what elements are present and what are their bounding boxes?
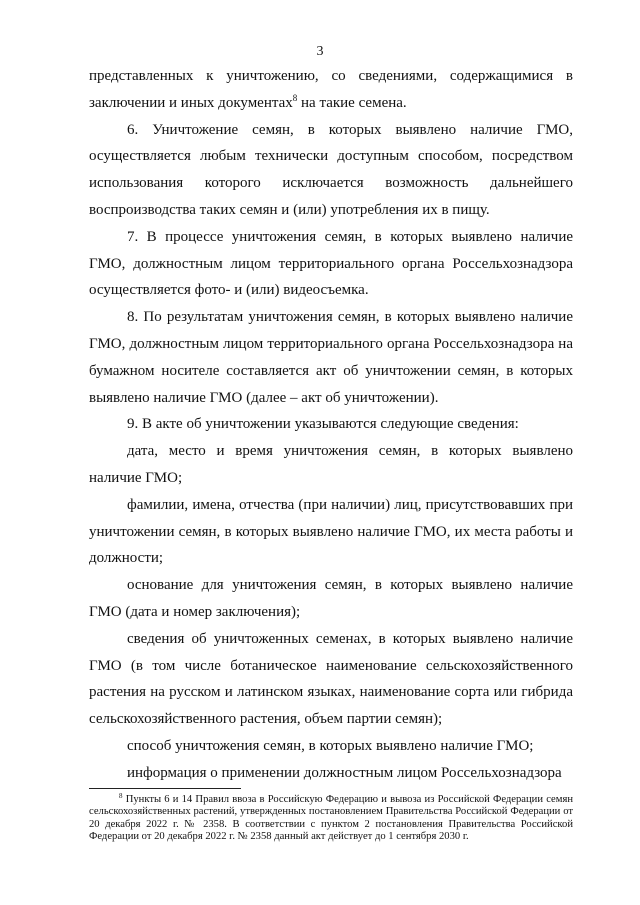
- list-item-basis: основание для уничтожения семян, в которых выявлено наличие ГМО (дата и номер заключения);: [89, 577, 573, 620]
- list-item-persons: фамилии, имена, отчества (при наличии) лиц, присутствовавших при уничтожении семян, в которых выявлено наличие ГМО, их места работы и должности;: [89, 496, 573, 567]
- footnote: [89, 794, 573, 844]
- footnote-text: Пункты 6 и 14 Правил ввоза в Российскую Федерацию и вывоза из Российской Федерации семян сельскохозяйственных растений, утвержденных постановлением Правительства Российской Федерации от 20 декабря 2022 г. № 2358. В соответствии с пунктом 2 постановления Правительства Российской Федерации от 20 декабря 2022 г. № 2358 данный акт действует до 1 сентября 2030 г.: [89, 794, 573, 843]
- paragraph-item-8: 8. По результатам уничтожения семян, в которых выявлено наличие ГМО, должностным лицом территориального органа Россельхознадзора на бумажном носителе составляется акт об уничтожении семян, в которых выявлено наличие ГМО (далее – акт об уничтожении).: [89, 309, 573, 406]
- list-item-method: способ уничтожения семян, в которых выявлено наличие ГМО;: [127, 737, 534, 754]
- list-item-media-info: информация о применении должностным лицом Россельхознадзора: [127, 764, 562, 781]
- page-number: 3: [316, 44, 324, 59]
- paragraph-continuation-text: представленных к уничтожению, со сведениями, содержащимися в заключении и иных документах: [89, 68, 573, 111]
- list-item-date-place: дата, место и время уничтожения семян, в которых выявлено наличие ГМО;: [89, 443, 573, 486]
- paragraph-item-7: 7. В процессе уничтожения семян, в которых выявлено наличие ГМО, должностным лицом территориального органа Россельхознадзора осуществляется фото- и (или) видеосъемка.: [89, 228, 573, 299]
- footnote-marker: 8: [119, 792, 123, 800]
- paragraph-continuation-tail: на такие семена.: [297, 94, 407, 111]
- footnote-reference: 8: [292, 92, 298, 103]
- paragraph-item-6: 6. Уничтожение семян, в которых выявлено наличие ГМО, осуществляется любым технически доступным способом, посредством использования которого исключается возможность дальнейшего воспроизводства таких семян и (или) употребления их в пищу.: [89, 121, 573, 218]
- footnote-separator: [89, 788, 241, 789]
- paragraph-continuation: [89, 63, 573, 117]
- list-item-seed-info: сведения об уничтоженных семенах, в которых выявлено наличие ГМО (в том числе ботаническое наименование сельскохозяйственного растения на русском и латинском языках, наименование сорта или гибрида сельскохозяйственного растения, объем партии семян);: [89, 630, 573, 728]
- paragraph-item-9: 9. В акте об уничтожении указываются следующие сведения:: [127, 416, 519, 433]
- document-body: [89, 63, 573, 787]
